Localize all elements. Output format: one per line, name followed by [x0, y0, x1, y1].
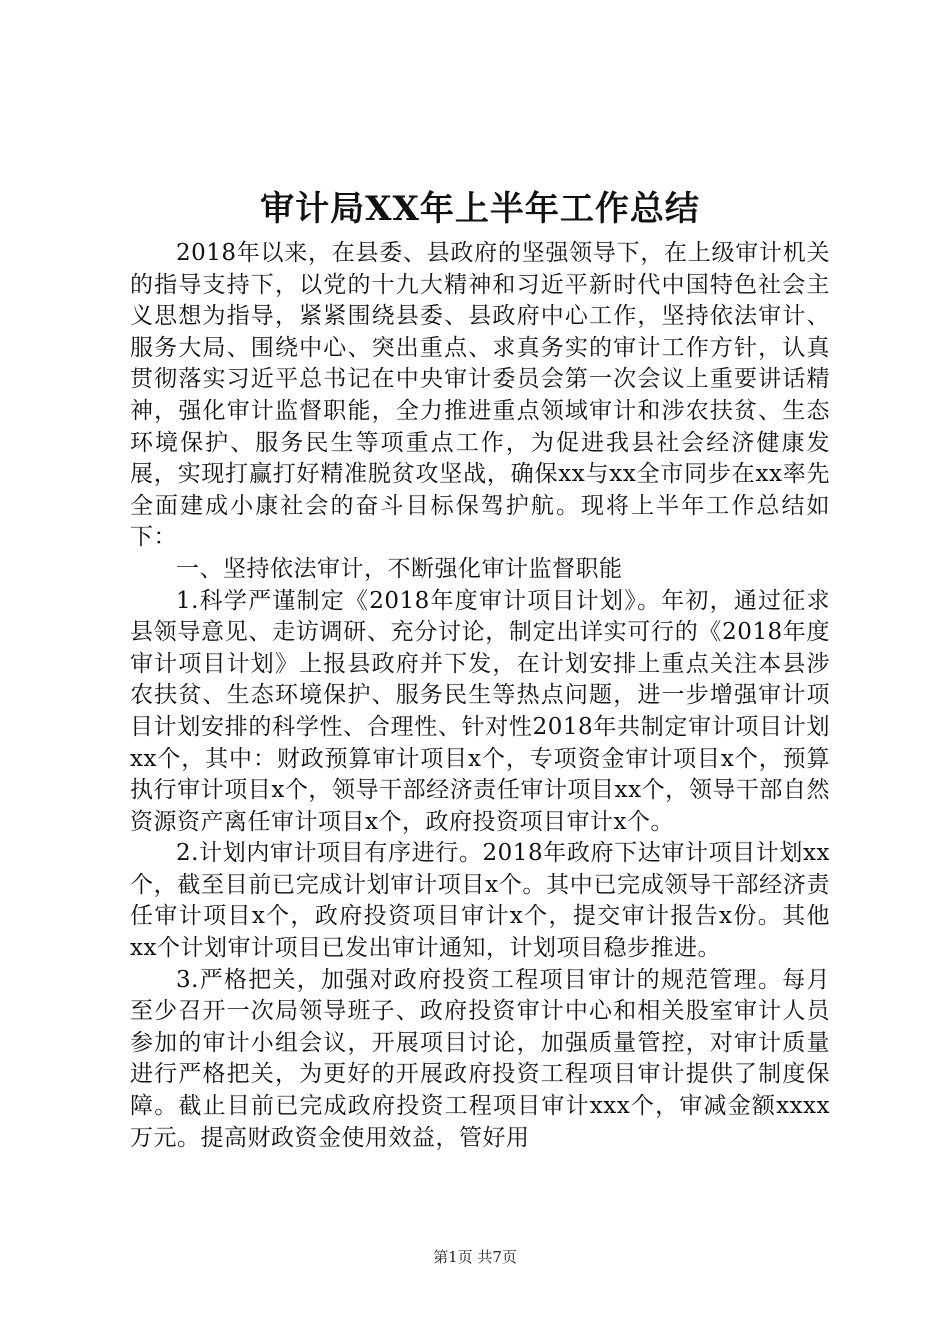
section-heading-1: 一、坚持依法审计，不断强化审计监督职能 — [176, 555, 623, 582]
paragraph-item-1: 1.科学严谨制定《2018年度审计项目计划》。年初，通过征求县领导意见、走访调研、充分讨论，制定出详实可行的《2018年度审计项目计划》上报县政府并下发，在计划安排上重点关注本县涉农扶贫、生态环境保护、服务民生等热点问题，进一步增强审计项目计划安排的科学性、合理性、针对性2018年共制定审计项目计划xx个，其中：财政预算审计项目x个，专项资金审计项目x个，预算执行审计项目x个，领导干部经济责任审计项目xx个，领导干部自然资源资产离任审计项目x个，政府投资项目审计x个。 — [130, 587, 830, 835]
paragraph-intro: 2018年以来，在县委、县政府的坚强领导下，在上级审计机关的指导支持下，以党的十九大精神和习近平新时代中国特色社会主义思想为指导，紧紧围绕县委、县政府中心工作，坚持依法审计、服务大局、围绕中心、突出重点、求真务实的审计工作方针，认真贯彻落实习近平总书记在中央审计委员会第一次会议上重要讲话精神，强化审计监督职能，全力推进重点领域审计和涉农扶贫、生态环境保护、服务民生等项重点工作，为促进我县社会经济健康发展，实现打赢打好精准脱贫攻坚战，确保xx与xx全市同步在xx率先全面建成小康社会的奋斗目标保驾护航。现将上半年工作总结如下： — [130, 240, 830, 551]
page-footer: 第1页 共7页 — [433, 1248, 517, 1266]
paragraph-item-2: 2.计划内审计项目有序进行。2018年政府下达审计项目计划xx个，截至目前已完成计划审计项目x个。其中已完成领导干部经济责任审计项目x个，政府投资项目审计x个，提交审计报告x份。其他xx个计划审计项目已发出审计通知，计划项目稳步推进。 — [130, 840, 830, 962]
document-page — [130, 186, 830, 1154]
document-title: 审计局XX年上半年工作总结 — [260, 189, 700, 229]
paragraph-item-3: 3.严格把关，加强对政府投资工程项目审计的规范管理。每月至少召开一次局领导班子、政府投资审计中心和相关股室审计人员参加的审计小组会议，开展项目讨论，加强质量管控，对审计质量进行严格把关，为更好的开展政府投资工程项目审计提供了制度保障。截止目前已完成政府投资工程项目审计xxx个，审减金额xxxx万元。提高财政资金使用效益，管好用 — [130, 966, 830, 1151]
